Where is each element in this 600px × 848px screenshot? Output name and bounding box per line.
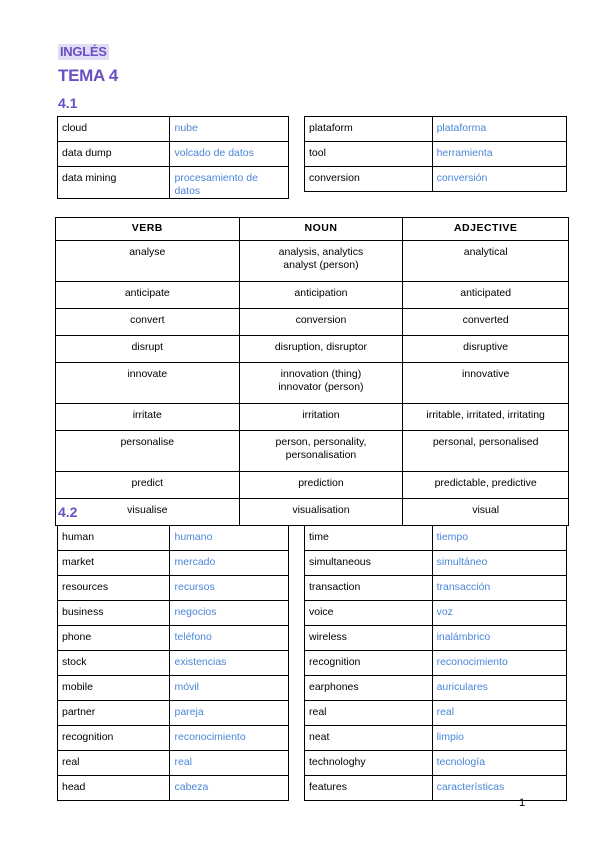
- column-header-noun: NOUN: [239, 218, 403, 241]
- english-term: real: [305, 701, 433, 726]
- word-forms-row: [56, 431, 569, 472]
- vocab-row: [58, 726, 289, 751]
- spanish-translation: mercado: [170, 551, 289, 576]
- english-term: market: [58, 551, 170, 576]
- vocab-row: [305, 701, 567, 726]
- vocab-row: [305, 776, 567, 801]
- spanish-translation: procesamiento de datos: [170, 167, 289, 199]
- english-term: data dump: [58, 142, 170, 167]
- english-term: earphones: [305, 676, 433, 701]
- english-term: wireless: [305, 626, 433, 651]
- vocab-row: [58, 751, 289, 776]
- english-term: features: [305, 776, 433, 801]
- vocab-row: [305, 117, 567, 142]
- verb-cell: visualise: [56, 499, 240, 526]
- spanish-translation: cabeza: [170, 776, 289, 801]
- noun-cell: disruption, disruptor: [239, 336, 403, 363]
- english-term: data mining: [58, 167, 170, 199]
- noun-cell: anticipation: [239, 282, 403, 309]
- spanish-translation: tiempo: [432, 526, 566, 551]
- english-term: phone: [58, 626, 170, 651]
- spanish-translation: pareja: [170, 701, 289, 726]
- noun-cell: visualisation: [239, 499, 403, 526]
- vocab-table-4-1-left: [57, 116, 289, 199]
- vocab-row: [58, 576, 289, 601]
- verb-cell: irritate: [56, 404, 240, 431]
- spanish-translation: volcado de datos: [170, 142, 289, 167]
- vocab-row: [305, 651, 567, 676]
- adjective-cell: predictable, predictive: [403, 472, 569, 499]
- verb-cell: predict: [56, 472, 240, 499]
- vocab-row: [58, 651, 289, 676]
- column-header-adjective: ADJECTIVE: [403, 218, 569, 241]
- word-forms-row: [56, 499, 569, 526]
- noun-cell: conversion: [239, 309, 403, 336]
- adjective-cell: visual: [403, 499, 569, 526]
- vocab-row: [305, 726, 567, 751]
- vocab-row: [58, 167, 289, 199]
- english-term: human: [58, 526, 170, 551]
- english-term: tool: [305, 142, 433, 167]
- verb-cell: analyse: [56, 241, 240, 282]
- verb-cell: anticipate: [56, 282, 240, 309]
- spanish-translation: real: [170, 751, 289, 776]
- spanish-translation: plataforma: [432, 117, 566, 142]
- spanish-translation: tecnología: [432, 751, 566, 776]
- vocab-row: [305, 751, 567, 776]
- spanish-translation: conversión: [432, 167, 566, 192]
- vocab-row: [58, 601, 289, 626]
- vocab-row: [305, 676, 567, 701]
- vocab-row: [305, 601, 567, 626]
- spanish-translation: reconocimiento: [432, 651, 566, 676]
- word-forms-row: [56, 309, 569, 336]
- english-term: recognition: [58, 726, 170, 751]
- vocab-row: [305, 626, 567, 651]
- adjective-cell: anticipated: [403, 282, 569, 309]
- english-term: conversion: [305, 167, 433, 192]
- adjective-cell: converted: [403, 309, 569, 336]
- vocab-row: [58, 626, 289, 651]
- topic-title: TEMA 4: [58, 66, 118, 85]
- english-term: business: [58, 601, 170, 626]
- noun-cell: irritation: [239, 404, 403, 431]
- adjective-cell: analytical: [403, 241, 569, 282]
- spanish-translation: limpio: [432, 726, 566, 751]
- adjective-cell: irritable, irritated, irritating: [403, 404, 569, 431]
- vocab-row: [58, 117, 289, 142]
- noun-cell: analysis, analytics analyst (person): [239, 241, 403, 282]
- word-forms-row: [56, 336, 569, 363]
- vocab-row: [305, 551, 567, 576]
- spanish-translation: recursos: [170, 576, 289, 601]
- vocab-row: [58, 701, 289, 726]
- english-term: recognition: [305, 651, 433, 676]
- spanish-translation: existencias: [170, 651, 289, 676]
- noun-cell: person, personality, personalisation: [239, 431, 403, 472]
- adjective-cell: innovative: [403, 363, 569, 404]
- english-term: voice: [305, 601, 433, 626]
- vocab-table-4-2-left: [57, 525, 289, 801]
- english-term: mobile: [58, 676, 170, 701]
- spanish-translation: auriculares: [432, 676, 566, 701]
- spanish-translation: humano: [170, 526, 289, 551]
- spanish-translation: negocios: [170, 601, 289, 626]
- verb-cell: personalise: [56, 431, 240, 472]
- vocab-row: [58, 526, 289, 551]
- verb-cell: convert: [56, 309, 240, 336]
- adjective-cell: disruptive: [403, 336, 569, 363]
- vocab-table-4-1-right: [304, 116, 567, 192]
- english-term: neat: [305, 726, 433, 751]
- page-number: 1: [519, 797, 526, 809]
- word-forms-header-row: [56, 218, 569, 241]
- verb-cell: innovate: [56, 363, 240, 404]
- vocab-row: [305, 142, 567, 167]
- english-term: head: [58, 776, 170, 801]
- spanish-translation: herramienta: [432, 142, 566, 167]
- vocab-row: [58, 776, 289, 801]
- english-term: partner: [58, 701, 170, 726]
- spanish-translation: real: [432, 701, 566, 726]
- english-term: cloud: [58, 117, 170, 142]
- spanish-translation: características: [432, 776, 566, 801]
- english-term: plataform: [305, 117, 433, 142]
- spanish-translation: reconocimiento: [170, 726, 289, 751]
- noun-cell: prediction: [239, 472, 403, 499]
- vocab-row: [305, 526, 567, 551]
- spanish-translation: nube: [170, 117, 289, 142]
- section-heading-4-1: 4.1: [58, 95, 78, 111]
- subject-title: INGLÉS: [60, 44, 107, 59]
- noun-cell: innovation (thing) innovator (person): [239, 363, 403, 404]
- vocab-row: [305, 167, 567, 192]
- word-forms-row: [56, 282, 569, 309]
- english-term: stock: [58, 651, 170, 676]
- verb-cell: disrupt: [56, 336, 240, 363]
- vocab-table-4-2-right: [304, 525, 567, 801]
- english-term: technologhy: [305, 751, 433, 776]
- word-forms-row: [56, 241, 569, 282]
- vocab-row: [58, 142, 289, 167]
- spanish-translation: inalámbrico: [432, 626, 566, 651]
- column-header-verb: VERB: [56, 218, 240, 241]
- section-heading-4-2: 4.2: [58, 504, 78, 520]
- spanish-translation: voz: [432, 601, 566, 626]
- spanish-translation: simultáneo: [432, 551, 566, 576]
- english-term: resources: [58, 576, 170, 601]
- spanish-translation: móvil: [170, 676, 289, 701]
- vocab-row: [305, 576, 567, 601]
- word-forms-row: [56, 363, 569, 404]
- word-forms-table: [55, 217, 569, 526]
- adjective-cell: personal, personalised: [403, 431, 569, 472]
- vocab-row: [58, 676, 289, 701]
- english-term: simultaneous: [305, 551, 433, 576]
- english-term: time: [305, 526, 433, 551]
- spanish-translation: teléfono: [170, 626, 289, 651]
- vocab-row: [58, 551, 289, 576]
- word-forms-row: [56, 472, 569, 499]
- word-forms-row: [56, 404, 569, 431]
- spanish-translation: transacción: [432, 576, 566, 601]
- english-term: transaction: [305, 576, 433, 601]
- english-term: real: [58, 751, 170, 776]
